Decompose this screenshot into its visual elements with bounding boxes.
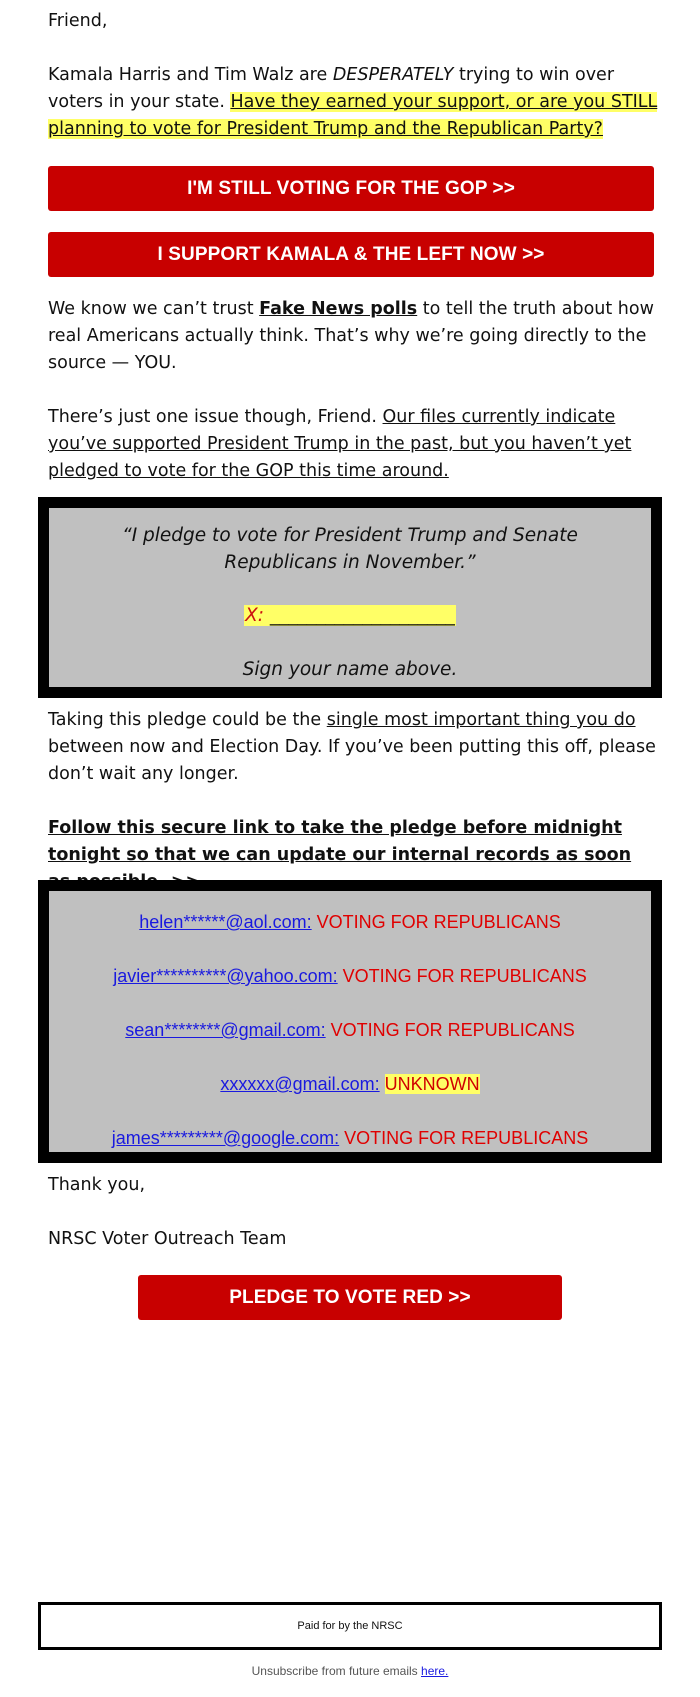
record-email[interactable]: xxxxxx@gmail.com: xyxy=(220,1074,380,1094)
polls-text-2: to tell the truth about how real Americans actually think. That’s why we’re going directly to the source — YOU. xyxy=(48,299,654,373)
record-row xyxy=(49,1017,651,1044)
greeting: Friend, xyxy=(48,11,108,31)
unsubscribe-text: Unsubscribe from future emails xyxy=(251,1664,422,1678)
important-paragraph xyxy=(48,707,658,788)
pledge-box[interactable] xyxy=(38,497,662,698)
most-important-link[interactable]: single most important thing you do xyxy=(326,710,636,730)
unsubscribe-link[interactable]: here. xyxy=(421,1664,449,1678)
unsubscribe-line xyxy=(0,1664,700,1678)
intro-emphasis: DESPERATELY xyxy=(332,65,454,85)
pledge-quote: “I pledge to vote for President Trump and Senate Republicans in November.” xyxy=(122,525,578,573)
pledge-vote-red-button[interactable]: PLEDGE TO VOTE RED >> xyxy=(138,1275,562,1320)
record-status: VOTING FOR REPUBLICANS xyxy=(344,1128,589,1148)
intro-text-2: trying to win over voters in your state. xyxy=(48,65,615,112)
sign-off: Thank you, xyxy=(48,1175,146,1195)
records-box xyxy=(38,880,662,1163)
signature-x-label: X: xyxy=(245,605,265,626)
signature-line[interactable] xyxy=(49,602,651,629)
record-email[interactable]: javier**********@yahoo.com: xyxy=(113,966,338,986)
record-email[interactable]: james*********@google.com: xyxy=(111,1128,340,1148)
issue-text-1: There’s just one issue though, Friend. xyxy=(48,407,383,427)
record-row xyxy=(49,909,651,936)
paid-for-box xyxy=(38,1602,662,1650)
important-text-2: between now and Election Day. If you’ve been putting this off, please don’t wait any longer. xyxy=(48,737,656,784)
record-row xyxy=(49,963,651,990)
record-email[interactable]: helen******@aol.com: xyxy=(139,912,312,932)
record-status: VOTING FOR REPUBLICANS xyxy=(330,1020,575,1040)
record-row xyxy=(49,1125,651,1152)
important-text-1: Taking this pledge could be the xyxy=(48,710,327,730)
secure-pledge-link[interactable]: Follow this secure link to take the pledge before midnight tonight so that we can update our internal records as soon xyxy=(48,818,632,865)
paid-for-text: Paid for by the NRSC xyxy=(297,1620,403,1632)
files-indicate-link[interactable]: Our files currently indicate you’ve supported President Trump in the past, but you haven’t yet pledged to vote for the GOP this time around. xyxy=(48,407,632,481)
still-voting-gop-button[interactable]: I'M STILL VOTING FOR THE GOP >> xyxy=(48,166,654,211)
intro-support-link[interactable]: Have they earned your support, or are you STILL planning to vote for President Trump and the Republican Party? xyxy=(48,92,658,139)
record-status-unknown: UNKNOWN xyxy=(384,1074,480,1094)
record-status: VOTING FOR REPUBLICANS xyxy=(342,966,587,986)
team-signature: NRSC Voter Outreach Team xyxy=(48,1229,287,1249)
issue-paragraph xyxy=(48,404,658,485)
record-status: VOTING FOR REPUBLICANS xyxy=(316,912,561,932)
polls-paragraph xyxy=(48,296,658,377)
intro-paragraph xyxy=(48,62,658,143)
signature-underline: ____________________ xyxy=(264,605,455,626)
support-kamala-button[interactable]: I SUPPORT KAMALA & THE LEFT NOW >> xyxy=(48,232,654,277)
fake-news-polls-link[interactable]: Fake News polls xyxy=(259,299,418,319)
record-email[interactable]: sean********@gmail.com: xyxy=(125,1020,326,1040)
record-row xyxy=(49,1071,651,1098)
intro-text-1: Kamala Harris and Tim Walz are xyxy=(48,65,333,85)
sign-caption: Sign your name above. xyxy=(242,659,458,680)
polls-text-1: We know we can’t trust xyxy=(48,299,260,319)
